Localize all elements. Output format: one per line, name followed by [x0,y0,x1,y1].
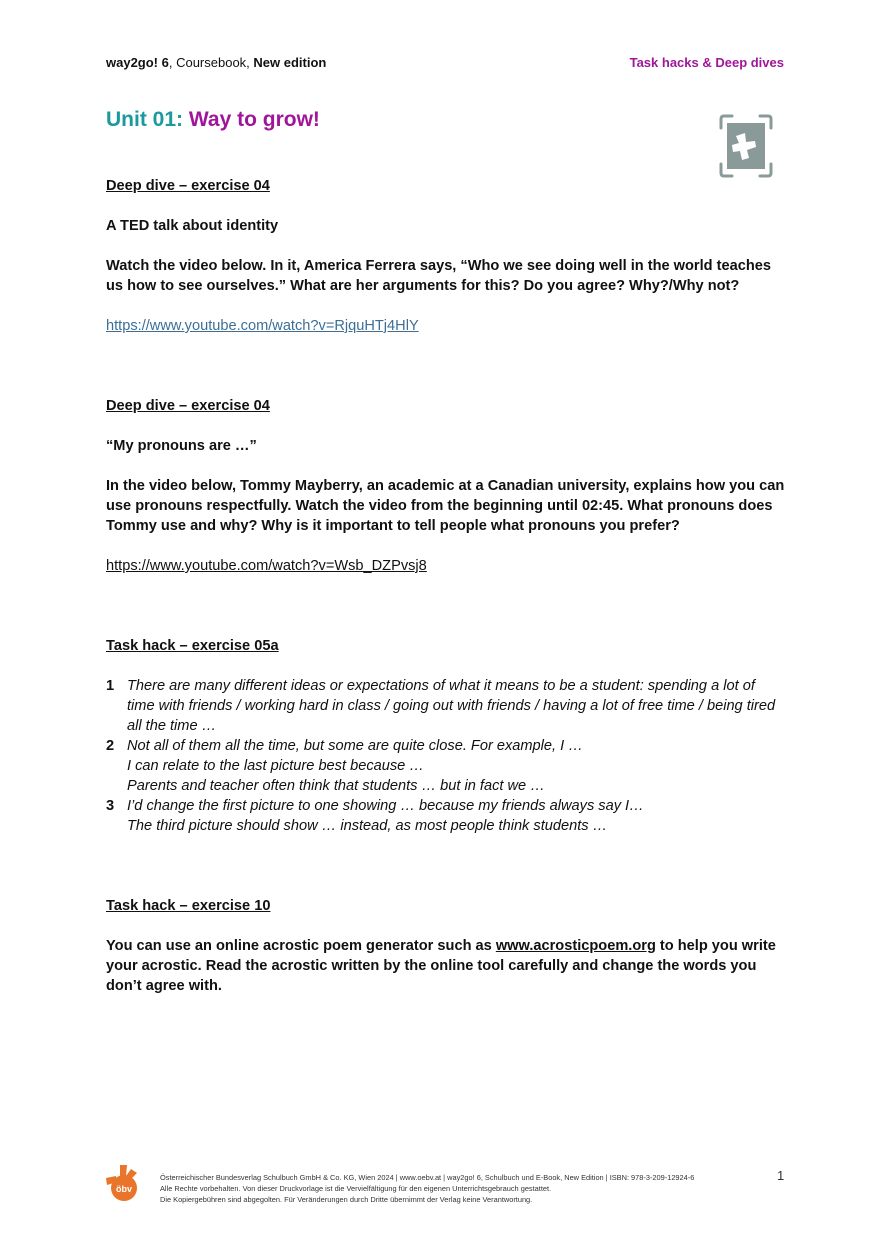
numbered-list [106,676,786,836]
instruction-text: You can use an online acrostic poem generator such as [106,938,496,954]
unit-name: Way to grow! [188,108,320,131]
list-number: 1 [106,678,115,694]
section-heading: Deep dive – exercise 04 [106,178,270,194]
page-number: 1 [777,1168,785,1183]
list-line: There are many different ideas or expectations of what it means to be a student: spending a lot of time with friends / working hard in class / going out with friends / having a lot of free time / being tired all the time … [127,678,776,734]
document-body [106,176,786,996]
section-heading: Task hack – exercise 05a [106,638,279,654]
list-number: 3 [106,798,115,814]
section-subtitle: A TED talk about identity [106,218,279,234]
video-link[interactable]: https://www.youtube.com/watch?v=RjquHTj4HlY [106,318,419,334]
puzzle-badge-icon [718,114,774,178]
list-item [106,676,786,736]
imprint-line: Österreichischer Bundesverlag Schulbuch GmbH & Co. KG, Wien 2024 | www.oebv.at | way2go! 6, Schulbuch und E-Book, New Edition | ISBN: 978-3-209-12924-6 [160,1173,695,1182]
imprint-line: Die Kopiergebühren sind abgegolten. Für Veränderungen durch Dritte übernimmt der Verlag keine Verantwortung. [160,1195,533,1204]
section-label: Task hacks & Deep dives [629,55,784,70]
logo-text: öbv [115,1184,133,1194]
list-line: Not all of them all the time, but some are quite close. For example, I … [127,738,583,754]
list-line: I can relate to the last picture best because … [127,758,424,774]
task-instructions: In the video below, Tommy Mayberry, an academic at a Canadian university, explains how you can use pronouns respectfully. Watch the video from the beginning until 02:45. What pronouns does Tommy use and why? Why is it important to tell people what pronouns you prefer? [106,478,785,534]
running-header [106,55,326,70]
book-title: way2go! 6 [106,55,169,70]
footer-imprint [160,1172,760,1205]
publisher-logo-icon [104,1164,142,1202]
list-item [106,796,786,836]
list-item [106,736,786,796]
section-heading: Task hack – exercise 10 [106,898,271,914]
video-link[interactable]: https://www.youtube.com/watch?v=Wsb_DZPvsj8 [106,558,427,574]
page-title [106,108,320,132]
list-line: I’d change the first picture to one showing … because my friends always say I… [127,798,644,814]
imprint-line: Alle Rechte vorbehalten. Von dieser Druckvorlage ist die Vervielfältigung für den eigenen Unterrichtsgebrauch gestattet. [160,1184,552,1193]
task-instructions: Watch the video below. In it, America Ferrera says, “Who we see doing well in the world teaches us how to see ourselves.” What are her arguments for this? Do you agree? Why?/Why not? [106,258,771,294]
acrostic-link[interactable]: www.acrosticpoem.org [495,938,656,954]
book-subtitle: , Coursebook, [168,55,254,70]
section-subtitle: “My pronouns are …” [106,438,257,454]
list-number: 2 [106,738,115,754]
edition-label: New edition [253,55,327,70]
list-line: The third picture should show … instead, as most people think students … [127,818,608,834]
unit-number: Unit 01: [106,108,184,131]
task-instructions [106,936,786,996]
instruction-text: to help you write your acrostic. Read the acrostic written by the online tool carefully and change the words you don’t agree with. [106,938,776,994]
section-heading: Deep dive – exercise 04 [106,398,270,414]
list-line: Parents and teacher often think that students … but in fact we … [127,778,545,794]
